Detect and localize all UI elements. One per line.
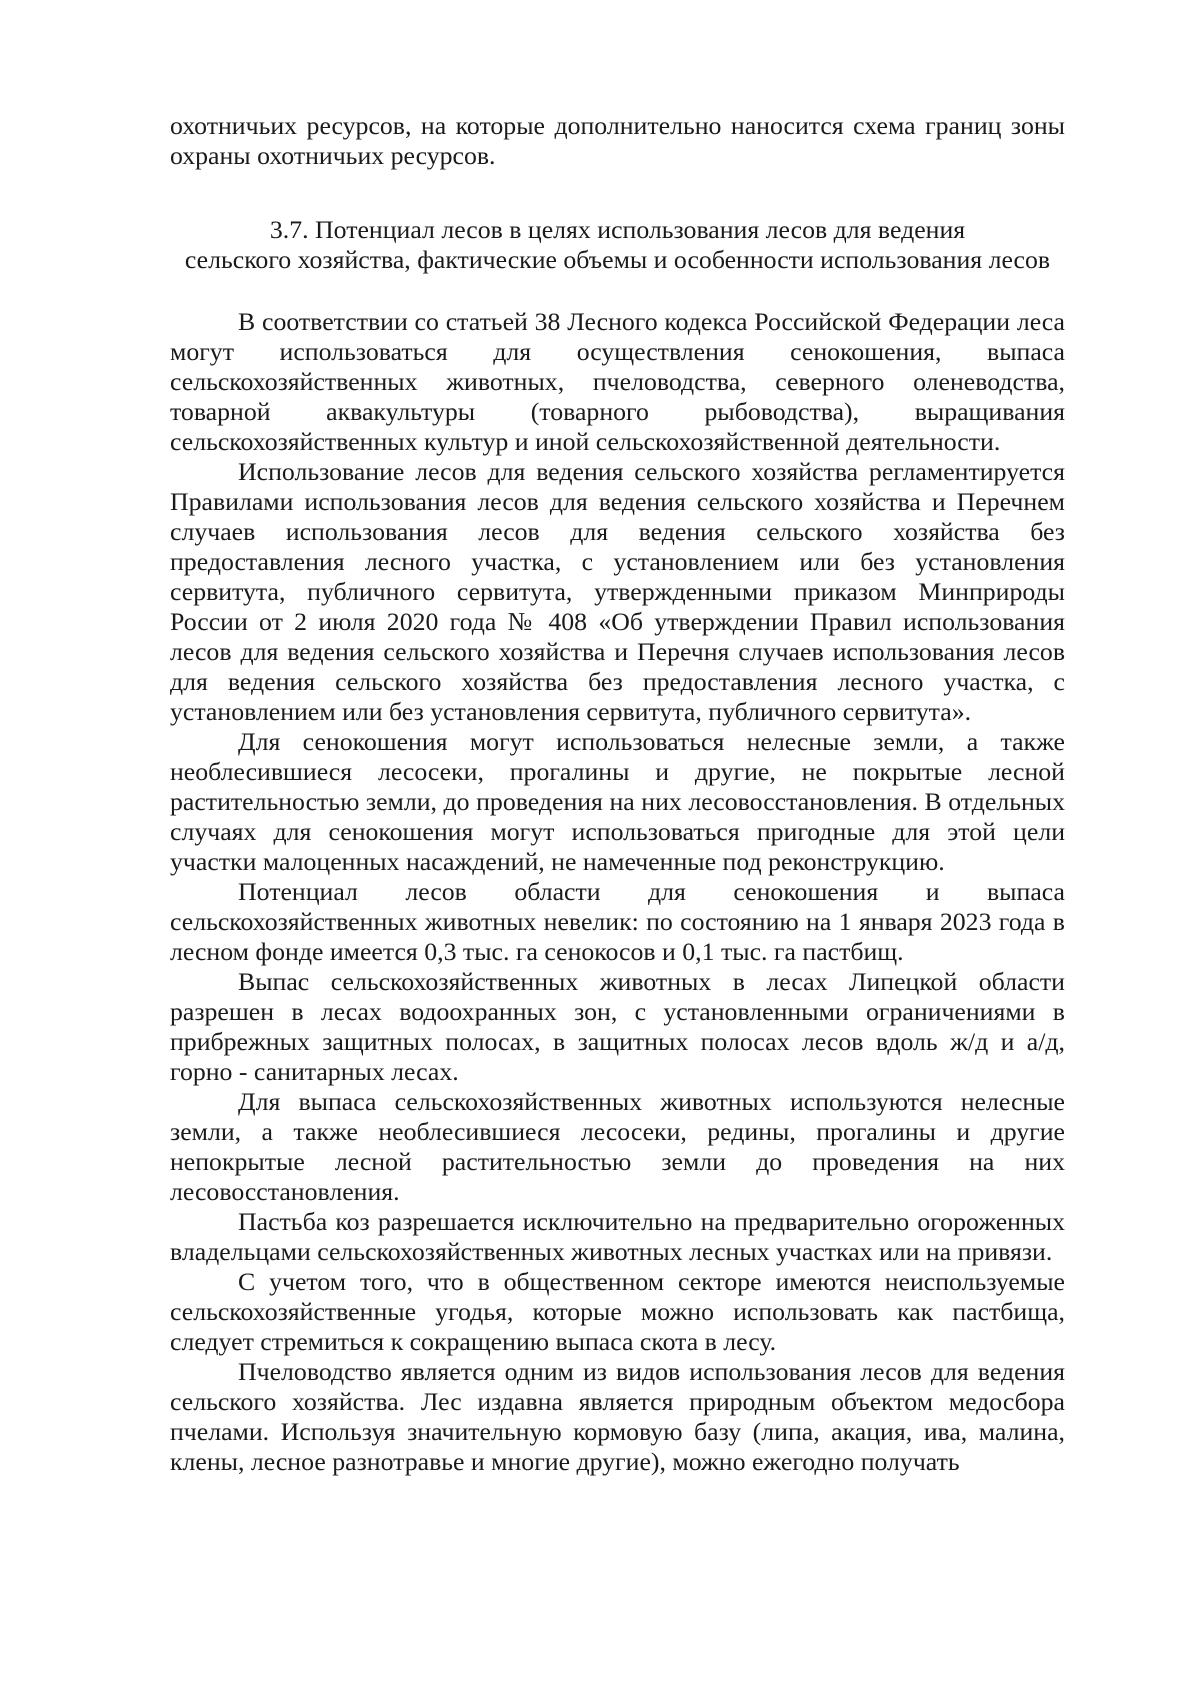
paragraph-forest-code: В соответствии со статьей 38 Лесного кодекса Российской Федерации леса могут использоваться для осуществления сенокошения, выпаса сельскохозяйственных животных, пчеловодства, северного оленеводства, товарной аквакультуры (товарного рыбоводства), выращивания сельскохозяйственных культур и иной сельскохозяйственной деятельности.	[170, 307, 1065, 456]
section-heading-line-1: 3.7. Потенциал лесов в целях использования лесов для ведения	[269, 215, 966, 244]
paragraph-grazing-lands: Для выпаса сельскохозяйственных животных используются нелесные земли, а также необлесившиеся лесосеки, редины, прогалины и другие непокрытые лесной растительностью земли до проведения на них лесовосстановления.	[170, 1087, 1065, 1206]
paragraph-goats: Пастьба коз разрешается исключительно на предварительно огороженных владельцами сельскохозяйственных животных лесных участках или на привязи.	[170, 1207, 1065, 1266]
paragraph-regulation: Использование лесов для ведения сельского хозяйства регламентируется Правилами использования лесов для ведения сельского хозяйства и Перечнем случаев использования лесов для ведения сельского хозяйства без предоставления лесного участка, с установлением или без установления сервитута, публичного сервитута, утвержденными приказом Минприроды России от 2 июля 2020 года № 408 «Об утверждении Правил использования лесов для ведения сельского хозяйства и Перечня случаев использования лесов для ведения сельского хозяйства без предоставления лесного участка, с установлением или без установления сервитута, публичного сервитута».	[170, 457, 1065, 726]
paragraph-reduce-grazing: С учетом того, что в общественном секторе имеются неиспользуемые сельскохозяйственные угодья, которые можно использовать как пастбища, следует стремиться к сокращению выпаса скота в лесу.	[170, 1267, 1065, 1356]
intro-paragraph: охотничьих ресурсов, на которые дополнительно наносится схема границ зоны охраны охотничьих ресурсов.	[170, 111, 1065, 170]
paragraph-beekeeping: Пчеловодство является одним из видов использования лесов для ведения сельского хозяйства. Лес издавна является природным объектом медосбора пчелами. Используя значительную кормовую базу (липа, акация, ива, малина, клены, лесное разнотравье и многие другие), можно ежегодно получать	[170, 1357, 1065, 1476]
paragraph-potential: Потенциал лесов области для сенокошения и выпаса сельскохозяйственных животных невелик: по состоянию на 1 января 2023 года в лесном фонде имеется 0,3 тыс. га сенокосов и 0,1 тыс. га пастбищ.	[170, 877, 1065, 966]
paragraph-haymaking: Для сенокошения могут использоваться нелесные земли, а также необлесившиеся лесосеки, прогалины и другие, не покрытые лесной растительностью земли, до проведения на них лесовосстановления. В отдельных случаях для сенокошения могут использоваться пригодные для этой цели участки малоценных насаждений, не намеченные под реконструкцию.	[170, 727, 1065, 876]
document-page	[170, 111, 1065, 1477]
paragraph-grazing-permitted: Выпас сельскохозяйственных животных в лесах Липецкой области разрешен в лесах водоохранных зон, с установленными ограничениями в прибрежных защитных полосах, в защитных полосах лесов вдоль ж/д и а/д, горно - санитарных лесах.	[170, 967, 1065, 1086]
section-heading	[170, 215, 1065, 275]
section-heading-line-2: сельского хозяйства, фактические объемы и особенности использования лесов	[184, 245, 1051, 274]
